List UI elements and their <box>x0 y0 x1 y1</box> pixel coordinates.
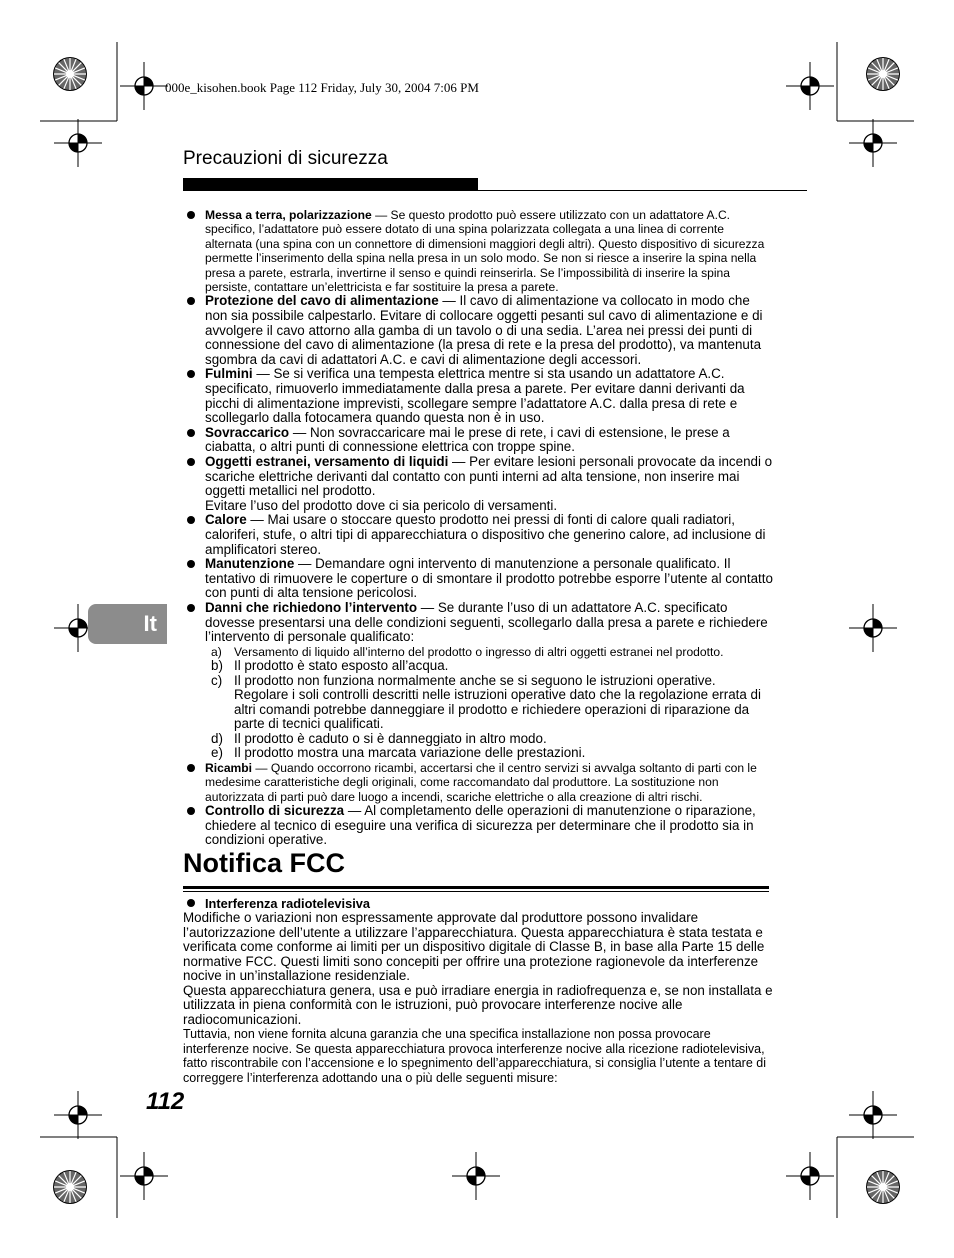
list-item <box>183 426 773 455</box>
sub-item-text: Versamento di liquido all’interno del prodotto o ingresso di altri oggetti estranei nel prodotto. <box>234 644 724 659</box>
item-term: Controllo di sicurezza <box>205 802 345 818</box>
crosshair-icon <box>452 1152 500 1200</box>
bullet-icon <box>187 764 195 772</box>
bullet-icon <box>187 560 195 568</box>
item-term: Fulmini <box>205 366 253 382</box>
list-item <box>183 804 773 848</box>
crosshair-icon <box>786 1152 834 1200</box>
bullet-icon <box>187 297 195 305</box>
crosshair-icon <box>786 62 834 110</box>
bullet-icon <box>187 429 195 437</box>
fcc-paragraph: Questa apparecchiatura genera, usa e può irradiare energia in radiofrequenza e, se non installata e utilizzata in piena conformità con le istruzioni, può provocare interferenze nocive alle radiocomunicazioni. <box>183 982 773 1027</box>
crosshair-icon <box>120 1152 168 1200</box>
sub-item-letter: d) <box>211 730 223 746</box>
list-item <box>183 513 773 557</box>
crosshair-icon <box>849 119 897 167</box>
bullet-icon <box>187 516 195 524</box>
star-target-icon <box>866 57 900 91</box>
language-tab <box>88 604 167 644</box>
item-text: — Al completamento delle operazioni di manutenzione o riparazione, chiedere al tecnico di eseguire una verifica di sicurezza per determinare che il prodotto sia in condizioni operative. <box>205 802 756 848</box>
item-term: Manutenzione <box>205 556 295 572</box>
bullet-icon <box>187 211 195 219</box>
item-term: Danni che richiedono l’intervento <box>205 599 418 615</box>
item-text: — Quando occorrono ricambi, accertarsi che il centro servizi si avvalga soltanto di parti con le medesime caratteristiche degli originali, come raccomandato dal produttore. La sostituzione non autorizzata di parti può dare luogo a incendi, scariche elettriche o alla creazione di altri rischi. <box>205 760 757 804</box>
sub-item <box>205 659 773 674</box>
list-item <box>183 761 773 804</box>
star-target-icon <box>53 1170 87 1204</box>
sub-item-letter: c) <box>211 672 223 688</box>
item-term: Protezione del cavo di alimentazione <box>205 293 439 309</box>
fcc-paragraph: Modifiche o variazioni non espressamente approvate dal produttore possono invalidare l’autorizzazione dell’utente a utilizzare l’apparecchiatura. Questa apparecchiatura è stata testata e verificata come conforme ai limiti per un dispositivo digitale di Classe B, in base alla Parte 15 delle normative FCC. Questi limiti sono concepiti per offrire una protezione ragionevole da interferenze nocive in un’installazione residenziale. <box>183 910 765 983</box>
list-item <box>183 601 773 645</box>
star-target-icon <box>53 57 87 91</box>
fcc-title: Notifica FCC <box>183 848 345 878</box>
item-text: — Se questo prodotto può essere utilizzato con un adattatore A.C. specifico, l’adattatore può essere dotato di una spina polarizzata collegata a una linea di corrente alternata (una spina con un connettore di dimensioni maggiori degli altri). Questo dispositivo di sicurezza permette l’inserimento della spina nella presa in un solo modo. Se non si riesce a inserire la spina nella presa a parete, estrarla, invertirne il senso e quindi reinserirla. Se l’impossibilità di inserire la spina persiste, contattare un’elettricista e far sostituire la presa a parete. <box>205 208 765 295</box>
list-item <box>183 208 773 294</box>
item-term: Messa a terra, polarizzazione <box>205 208 372 222</box>
sub-item <box>205 645 773 660</box>
section-title: Precauzioni di sicurezza <box>183 148 388 169</box>
print-header-note: 000e_kisohen.book Page 112 Friday, July 30, 2004 7:06 PM <box>165 80 479 95</box>
item-extra-text: Evitare l’uso del prodotto dove ci sia pericolo di versamenti. <box>205 497 558 513</box>
crosshair-icon <box>54 1091 102 1139</box>
bullet-icon <box>187 899 195 907</box>
sub-item <box>205 732 773 747</box>
star-target-icon <box>866 1170 900 1204</box>
crosshair-icon <box>849 1091 897 1139</box>
sub-item-letter: b) <box>211 658 223 674</box>
item-text: — Mai usare o stoccare questo prodotto nei pressi di fonti di calore quali radiatori, caloriferi, stufe, o altri tipi di apparecchiatura o dispositivo che generino calore, ad inclusione di amplificatori stereo. <box>205 512 766 557</box>
sub-item <box>205 674 773 732</box>
crosshair-icon <box>54 119 102 167</box>
fcc-section <box>183 896 773 1085</box>
safety-list <box>183 208 773 848</box>
item-term: Oggetti estranei, versamento di liquidi <box>205 453 449 469</box>
sub-item-text: Il prodotto non funziona normalmente anche se si seguono le istruzioni operative. Regolare i soli controlli descritti nelle istruzioni operative dato che la regolazione errata di altri comandi potrebbe danneggiare il prodotto e richiedere operazioni di riparazione da parte di tecnici qualificati. <box>234 672 761 732</box>
list-item <box>183 455 773 513</box>
list-item <box>183 294 773 367</box>
language-tab-label: It <box>143 611 157 636</box>
fcc-paragraph: Tuttavia, non viene fornita alcuna garanzia che una specifica installazione non possa provocare interferenze nocive. Se questa apparecchiatura provoca interferenze nocive alla ricezione radiotelevisiva, fatto riscontrabile con l’accensione e lo spegnimento dell’apparecchiatura, si consiglia l’utente a tentare di correggere l’interferenza adottando una o più delle seguenti misure: <box>183 1027 766 1085</box>
fcc-subheading <box>183 896 773 911</box>
bullet-icon <box>187 604 195 612</box>
fcc-rule <box>183 886 769 889</box>
crosshair-icon <box>120 62 168 110</box>
fcc-rule <box>183 891 769 892</box>
title-bar <box>183 178 478 191</box>
page-number: 112 <box>146 1088 185 1115</box>
bullet-icon <box>187 458 195 466</box>
item-text: — Non sovraccaricare mai le prese di rete, i cavi di estensione, le prese a ciabatta, o altri punti di connessione elettrica con troppe spine. <box>205 424 730 455</box>
item-text: — Se durante l’uso di un adattatore A.C. specificato dovesse presentarsi una delle condizioni seguenti, scollegarlo dalla presa a parete e richiedere l’intervento di personale qualificato: <box>205 599 768 645</box>
sub-item-text: Il prodotto è stato esposto all’acqua. <box>234 658 449 674</box>
fcc-subheading-text: Interferenza radiotelevisiva <box>205 896 371 911</box>
bullet-icon <box>187 370 195 378</box>
list-item <box>183 557 773 601</box>
sub-item-letter: e) <box>211 745 223 761</box>
sub-item-text: Il prodotto è caduto o si è danneggiato in altro modo. <box>234 730 547 746</box>
item-text: — Se si verifica una tempesta elettrica mentre si sta usando un adattatore A.C. specificato, rimuoverlo immediatamente dalla presa a parete. Per evitare danni derivanti da picchi di alimentazione imprevisti, scollegare sempre l’adattatore A.C. dalla presa di rete e scollegarlo dalla fotocamera quando questa non è in uso. <box>205 366 745 426</box>
bullet-icon <box>187 807 195 815</box>
item-term: Ricambi <box>205 760 253 775</box>
item-text: — Per evitare lesioni personali provocate da incendi o scariche elettriche derivanti dal contatto con punti interni ad alta tensione, non inserire mai oggetti metallici nel prodotto. <box>205 453 773 499</box>
item-term: Calore <box>205 512 247 528</box>
item-text: — Il cavo di alimentazione va collocato in modo che non sia possibile calpestarlo. Evitare di collocare oggetti pesanti sul cavo di alimentazione e di avvolgere il cavo attorno alla gamba di un tavolo o di una sedia. L’area nei pressi dei punti di connessione del cavo di alimentazione (la presa di rete e la presa del prodotto), va mantenuta sgombra da cavi di adattatori A.C. e cavi di alimentazione degli accessori. <box>205 293 763 367</box>
sub-list <box>183 645 773 761</box>
sub-item-text: Il prodotto mostra una marcata variazione delle prestazioni. <box>234 745 586 761</box>
sub-item <box>205 746 773 761</box>
title-rule <box>478 190 807 191</box>
item-text: — Demandare ogni intervento di manutenzione a personale qualificato. Il tentativo di rimuovere le coperture o di smontare il prodotto potrebbe esporre l’utente al contatto con punti di alta tensione pericolosi. <box>205 556 773 601</box>
crosshair-icon <box>849 604 897 652</box>
item-term: Sovraccarico <box>205 424 290 440</box>
sub-item-letter: a) <box>211 644 222 659</box>
list-item <box>183 367 773 425</box>
